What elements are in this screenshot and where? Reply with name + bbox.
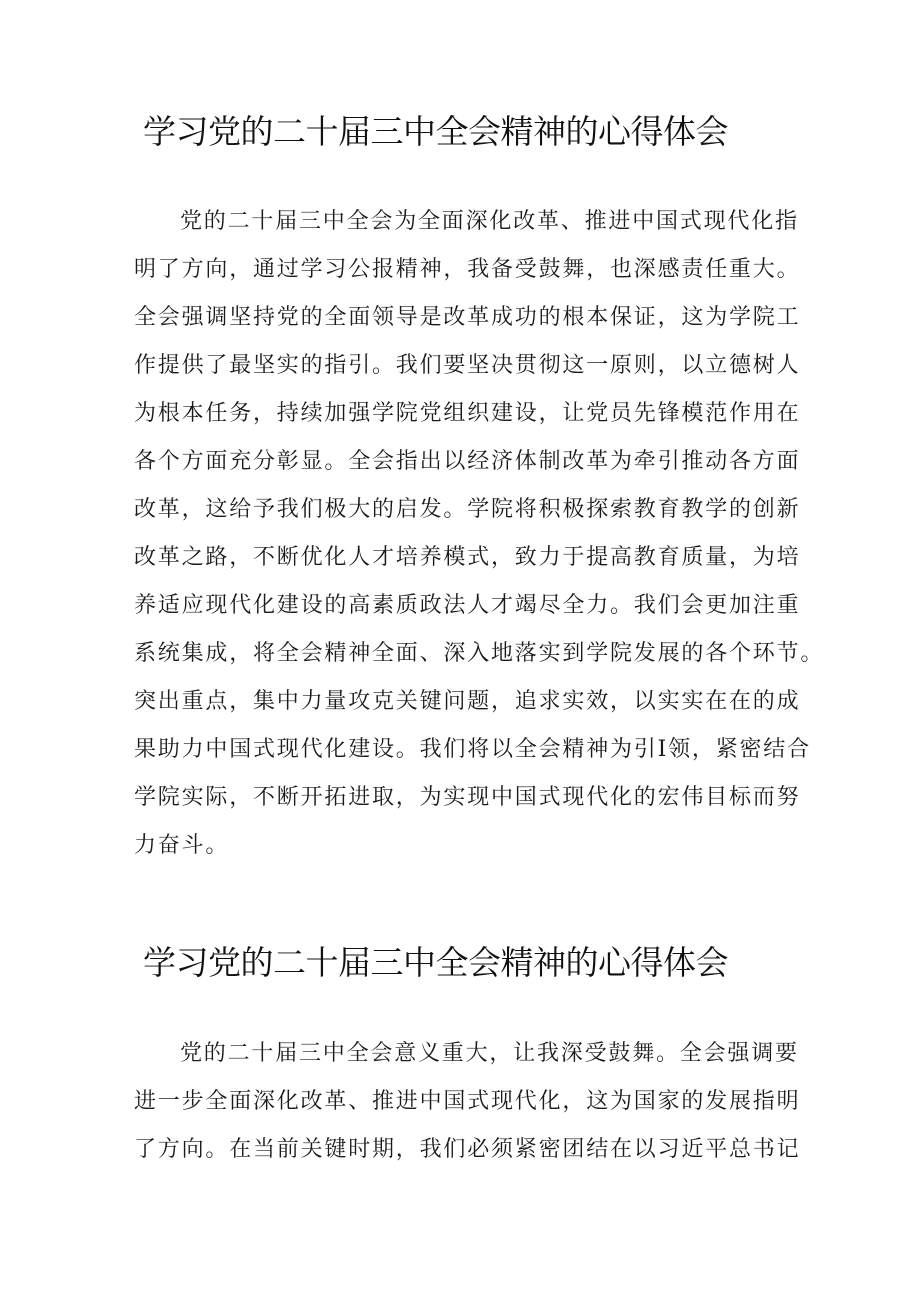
article-title: 学习党的二十届三中全会精神的心得体会 bbox=[143, 943, 728, 982]
paragraph-line: 作提供了最坚实的指引。我们要坚决贯彻这一原则，以立德树人 bbox=[134, 353, 801, 378]
paragraph-line: 各个方面充分彰显。全会指出以经济体制改革为牵引推动各方面 bbox=[134, 449, 801, 474]
article-title: 学习党的二十届三中全会精神的心得体会 bbox=[143, 112, 728, 151]
paragraph-line: 为根本任务，持续加强学院党组织建设，让党员先锋模范作用在 bbox=[134, 401, 801, 426]
article-body bbox=[134, 198, 825, 870]
paragraph-line: 学院实际，不断开拓进取，为实现中国式现代化的宏伟目标而努 bbox=[134, 785, 801, 810]
paragraph-line: 力奋斗。 bbox=[134, 833, 230, 858]
paragraph-line: 党的二十届三中全会意义重大，让我深受鼓舞。全会强调要 bbox=[180, 1041, 799, 1066]
paragraph-line: 改革之路，不断优化人才培养模式，致力于提高教育质量，为培 bbox=[134, 545, 801, 570]
paragraph-line: 改革，这给予我们极大的启发。学院将积极探索教育教学的创新 bbox=[134, 497, 801, 522]
paragraph-line: 全会强调坚持党的全面领导是改革成功的根本保证，这为学院工 bbox=[134, 305, 801, 330]
paragraph-line: 养适应现代化建设的高素质政法人才竭尽全力。我们会更加注重 bbox=[134, 593, 801, 618]
paragraph-line: 系统集成，将全会精神全面、深入地落实到学院发展的各个环节。 bbox=[134, 641, 825, 666]
paragraph-line: 果助力中国式现代化建设。我们将以全会精神为引I领，紧密结合 bbox=[134, 737, 811, 762]
paragraph-line: 党的二十届三中全会为全面深化改革、推进中国式现代化指 bbox=[180, 209, 799, 234]
paragraph-line: 了方向。在当前关键时期，我们必须紧密团结在以习近平总书记 bbox=[134, 1137, 801, 1162]
paragraph-line: 明了方向，通过学习公报精神，我备受鼓舞，也深感责任重大。 bbox=[134, 257, 801, 282]
article-body bbox=[134, 1030, 804, 1174]
paragraph-line: 突出重点，集中力量攻克关键问题，追求实效，以实实在在的成 bbox=[134, 689, 801, 714]
paragraph-line: 进一步全面深化改革、推进中国式现代化，这为国家的发展指明 bbox=[134, 1089, 801, 1114]
